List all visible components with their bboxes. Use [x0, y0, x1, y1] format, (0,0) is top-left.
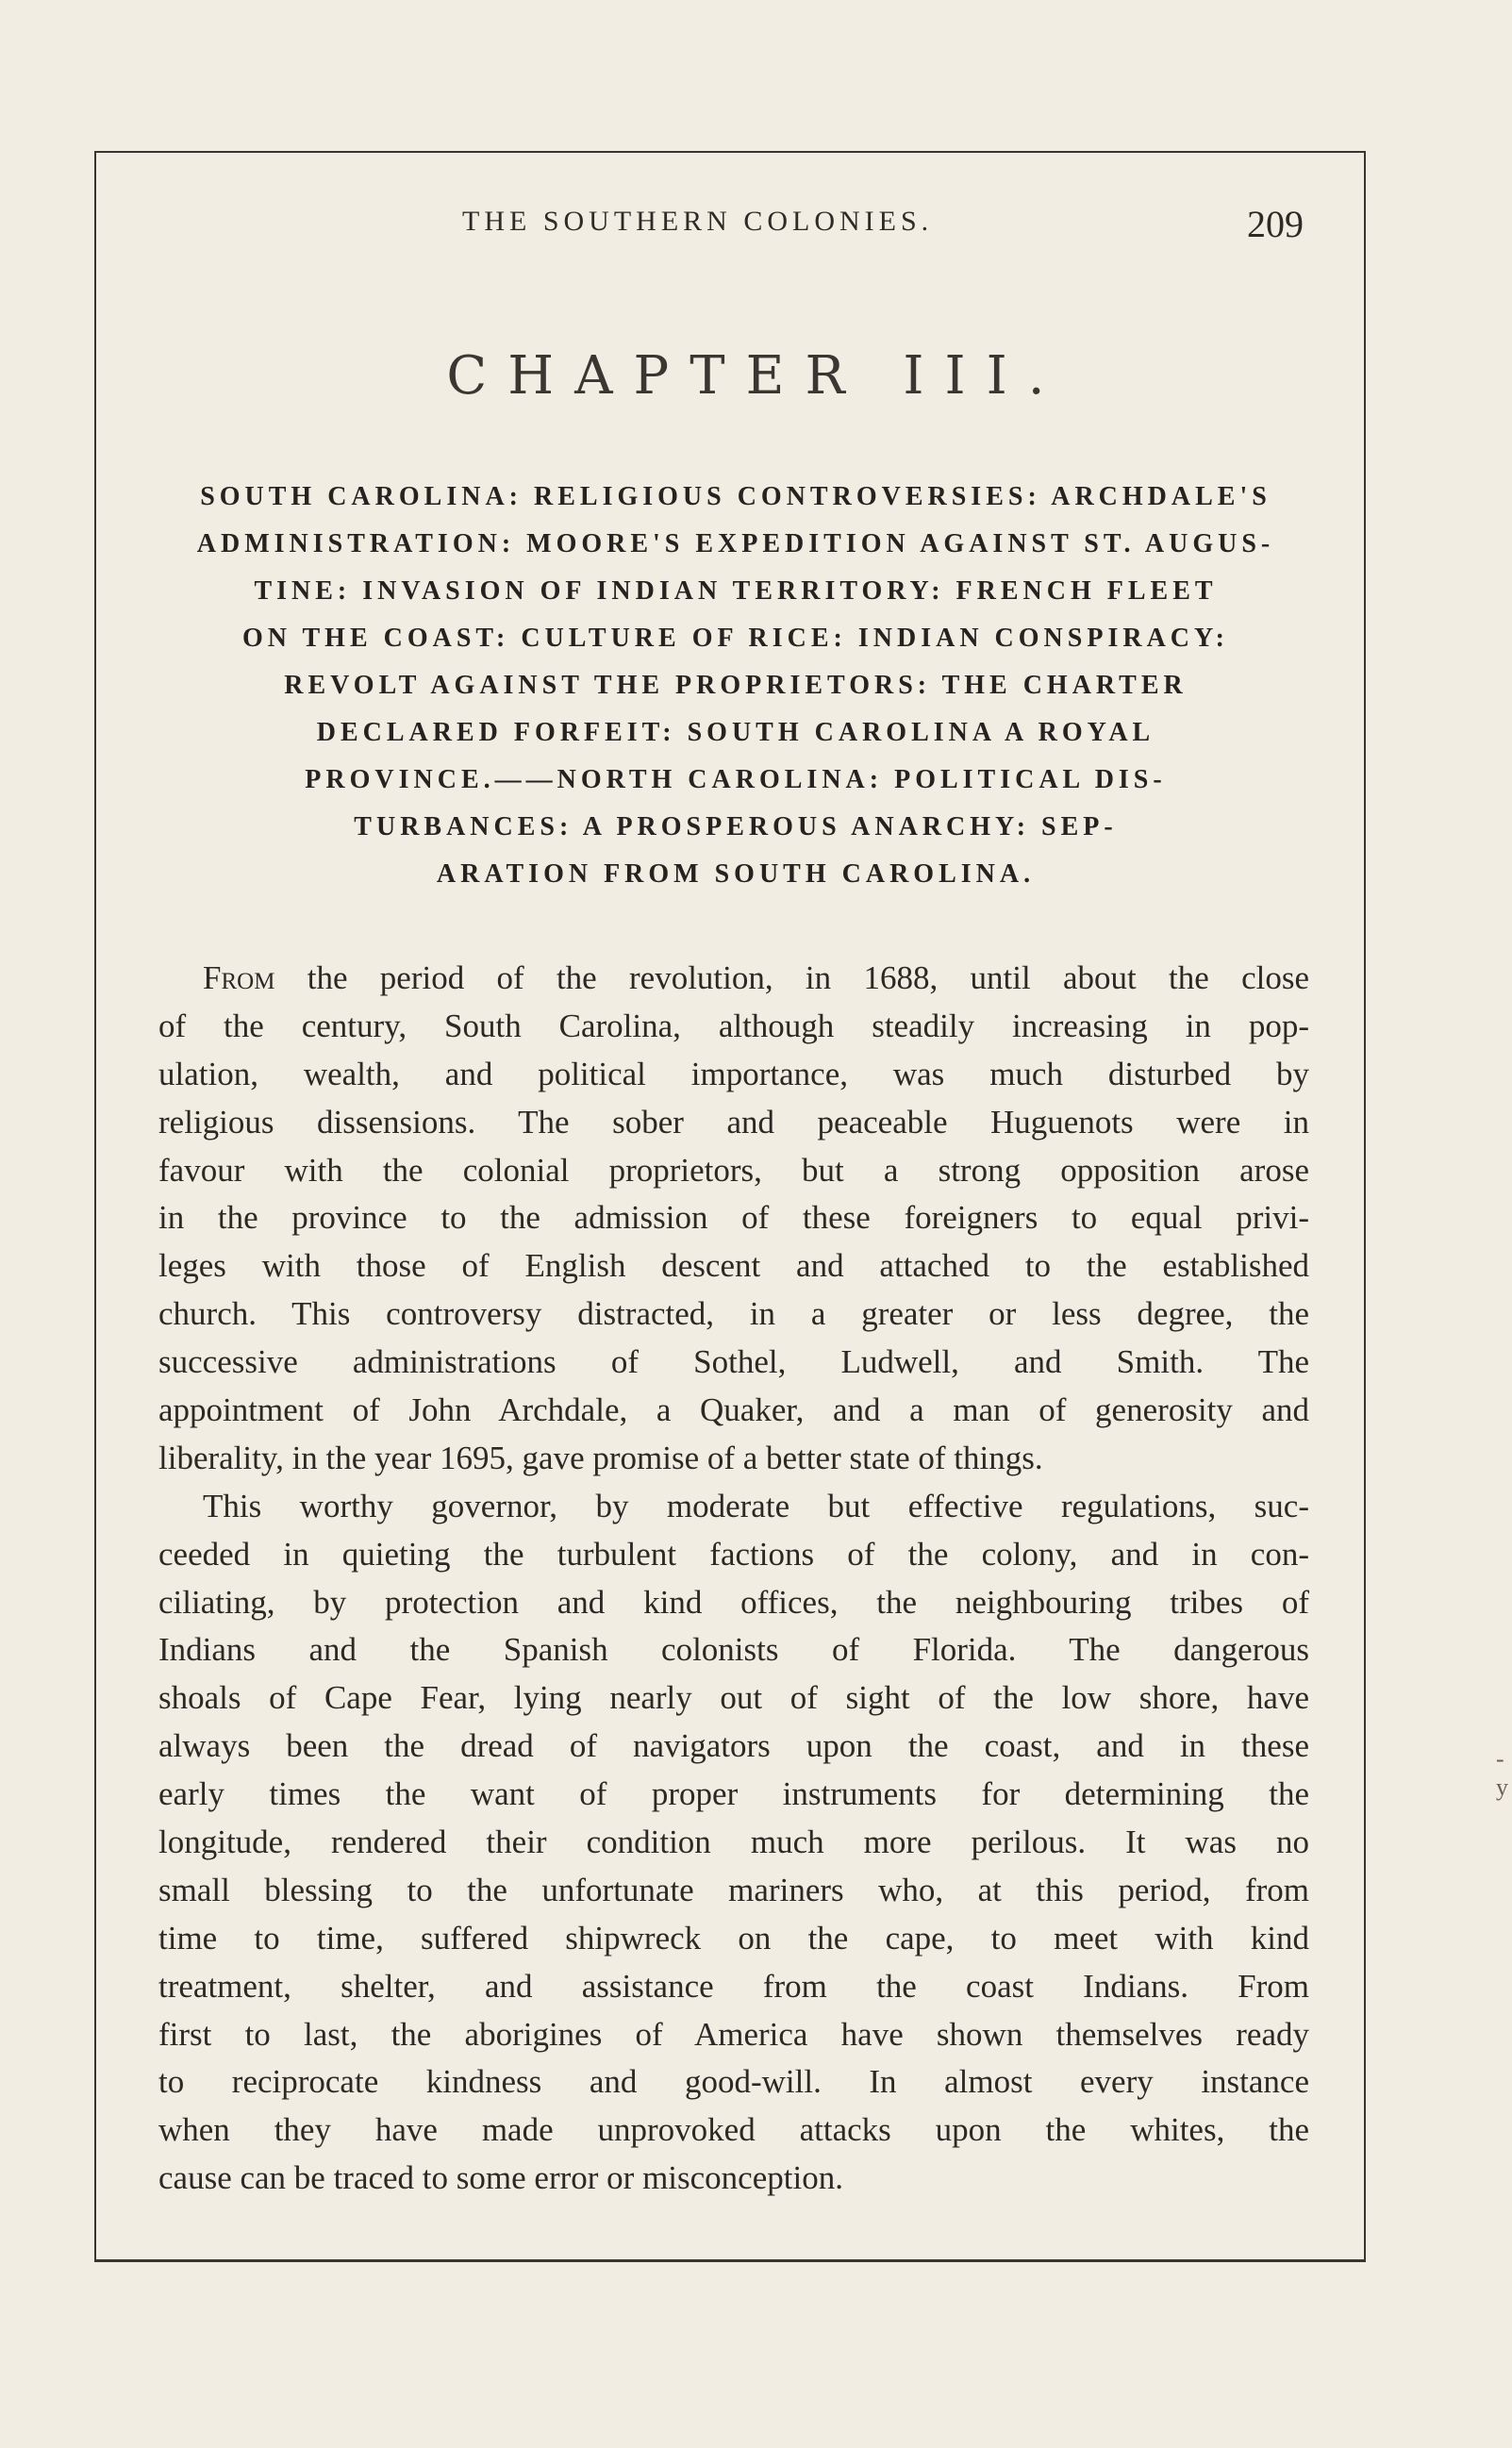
- synopsis-line: ARATION FROM SOUTH CAROLINA.: [436, 859, 1036, 889]
- paragraph-first-line: [158, 955, 1309, 1003]
- first-line-text: the period of the revolution, in 1688, until about the close: [274, 959, 1309, 996]
- body-line: liberality, in the year 1695, gave promise of a better state of things.: [158, 1439, 1043, 1476]
- body-line: small blessing to the unfortunate mariners who, at this period, from: [158, 1871, 1309, 1908]
- body-line: always been the dread of navigators upon the coast, and in these: [158, 1727, 1309, 1765]
- synopsis-line: PROVINCE.——NORTH CAROLINA: POLITICAL DIS-: [305, 765, 1167, 794]
- body-line: ulation, wealth, and political importance, was much disturbed by: [158, 1055, 1309, 1092]
- synopsis-line: TINE: INVASION OF INDIAN TERRITORY: FRENCH FLEET: [254, 576, 1218, 606]
- body-line: church. This controversy distracted, in a greater or less degree, the: [158, 1295, 1309, 1333]
- running-head: THE SOUTHERN COLONIES.: [462, 206, 934, 237]
- body-line: favour with the colonial proprietors, but a strong opposition arose: [158, 1151, 1309, 1189]
- body-line: treatment, shelter, and assistance from the coast Indians. From: [158, 1967, 1309, 2005]
- body-line: leges with those of English descent and attached to the established: [158, 1247, 1309, 1285]
- body-line: first to last, the aborigines of America have shown themselves ready: [158, 2015, 1309, 2053]
- body-line: in the province to the admission of these foreigners to equal privi-: [158, 1199, 1309, 1237]
- chapter-title: CHAPTER III.: [446, 345, 1066, 407]
- body-line: appointment of John Archdale, a Quaker, and a man of generosity and: [158, 1391, 1309, 1429]
- synopsis-line: DECLARED FORFEIT: SOUTH CAROLINA A ROYAL: [316, 718, 1155, 747]
- body-line: Indians and the Spanish colonists of Florida. The dangerous: [158, 1631, 1309, 1669]
- body-line: time to time, suffered shipwreck on the cape, to meet with kind: [158, 1919, 1309, 1957]
- synopsis-line: TURBANCES: A PROSPEROUS ANARCHY: SEP-: [354, 812, 1118, 841]
- opening-word: From: [203, 959, 275, 996]
- body-text: [158, 955, 1309, 2203]
- body-line: when they have made unprovoked attacks upon the whites, the: [158, 2111, 1309, 2149]
- body-line: cause can be traced to some error or misconception.: [158, 2159, 843, 2197]
- synopsis-line: REVOLT AGAINST THE PROPRIETORS: THE CHARTER: [284, 671, 1188, 700]
- body-line: longitude, rendered their condition much more perilous. It was no: [158, 1824, 1309, 1861]
- page-number: 209: [1247, 203, 1304, 245]
- synopsis-line: ON THE COAST: CULTURE OF RICE: INDIAN CONSPIRACY:: [242, 624, 1229, 653]
- body-line: ceeded in quieting the turbulent factions of the colony, and in con-: [158, 1535, 1309, 1573]
- synopsis-line: SOUTH CAROLINA: RELIGIOUS CONTROVERSIES: ARCHDALE'S: [200, 482, 1271, 511]
- body-line: shoals of Cape Fear, lying nearly out of sight of the low shore, have: [158, 1679, 1309, 1717]
- paragraph-first-line: This worthy governor, by moderate but effective regulations, suc-: [203, 1487, 1309, 1524]
- body-line: ciliating, by protection and kind offices, the neighbouring tribes of: [158, 1583, 1309, 1621]
- body-line: of the century, South Carolina, although steadily increasing in pop-: [158, 1007, 1309, 1044]
- margin-mark: -y: [1496, 1745, 1508, 1801]
- body-line: religious dissensions. The sober and peaceable Huguenots were in: [158, 1103, 1309, 1141]
- body-line: early times the want of proper instruments for determining the: [158, 1775, 1309, 1813]
- body-line: to reciprocate kindness and good-will. In almost every instance: [158, 2063, 1309, 2101]
- body-line: successive administrations of Sothel, Ludwell, and Smith. The: [158, 1343, 1309, 1381]
- chapter-synopsis: [151, 474, 1321, 898]
- synopsis-line: ADMINISTRATION: MOORE'S EXPEDITION AGAINST ST. AUGUS-: [196, 529, 1275, 558]
